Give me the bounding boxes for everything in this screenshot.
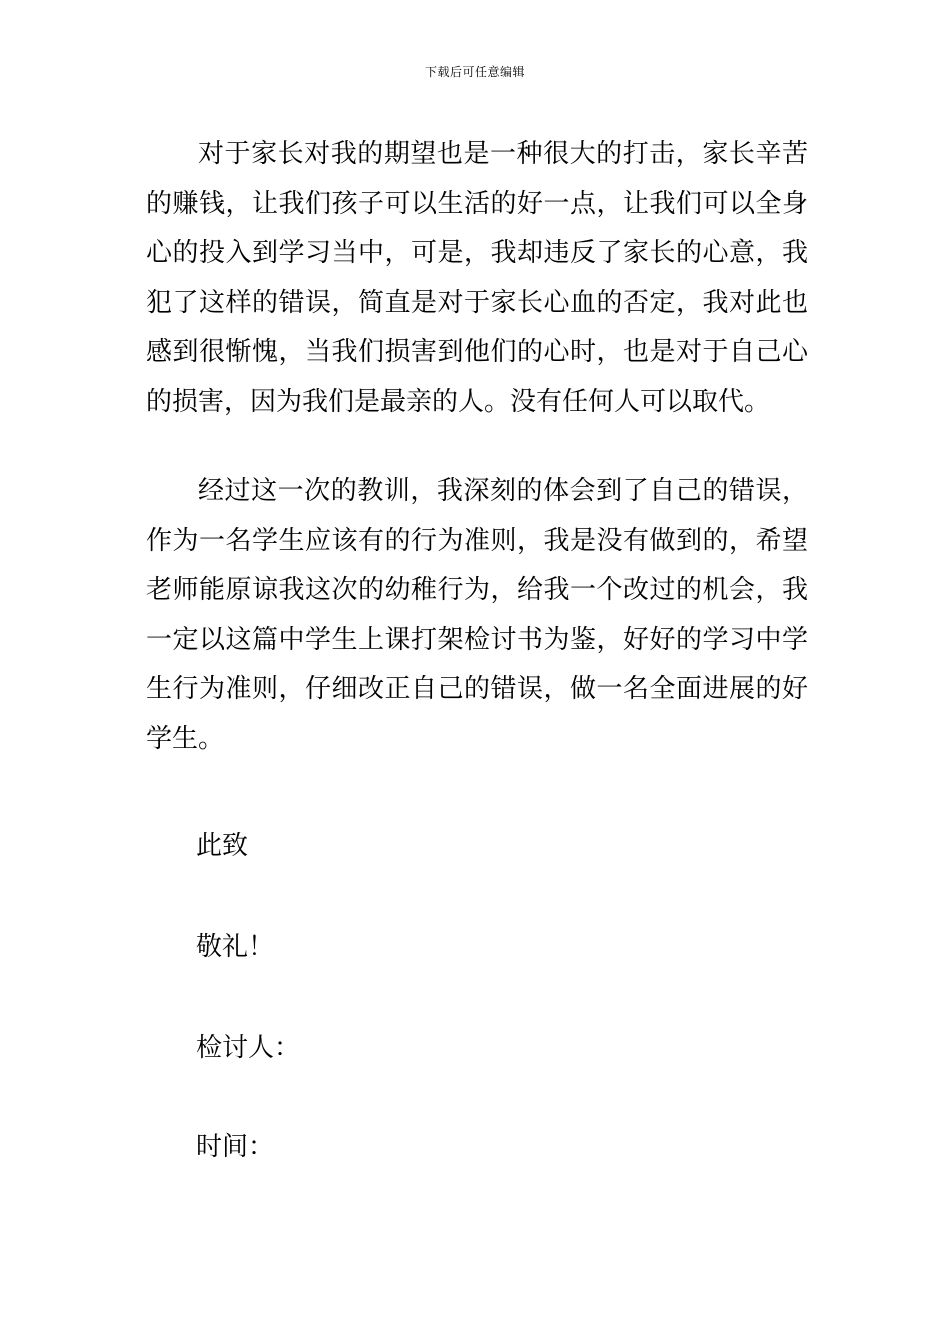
closing-salutation: 此致 xyxy=(196,831,249,861)
author-label: 检讨人： xyxy=(196,1033,301,1063)
date-label: 时间： xyxy=(196,1132,275,1162)
body-paragraph-1: 对于家长对我的期望也是一种很大的打击，家长辛苦的赚钱，让我们孩子可以生活的好一点，让我们可以全身心的投入到学习当中，可是，我却违反了家长的心意，我犯了这样的错误，简直是对于家长心血的否定，我对此也感到很惭愧，当我们损害到他们的心时，也是对于自己心的损害，因为我们是最亲的人。没有任何人可以取代。 xyxy=(146,139,808,417)
letter-body xyxy=(146,130,808,764)
body-paragraph-2: 经过这一次的教训，我深刻的体会到了自己的错误，作为一名学生应该有的行为准则，我是没有做到的，希望老师能原谅我这次的幼稚行为，给我一个改过的机会，我一定以这篇中学生上课打架检讨书为鉴，好好的学习中学生行为准则，仔细改正自己的错误，做一名全面进展的好学生。 xyxy=(146,476,808,754)
closing-regards: 敬礼！ xyxy=(196,932,275,962)
page-header-note: 下载后可任意编辑 xyxy=(424,65,525,79)
